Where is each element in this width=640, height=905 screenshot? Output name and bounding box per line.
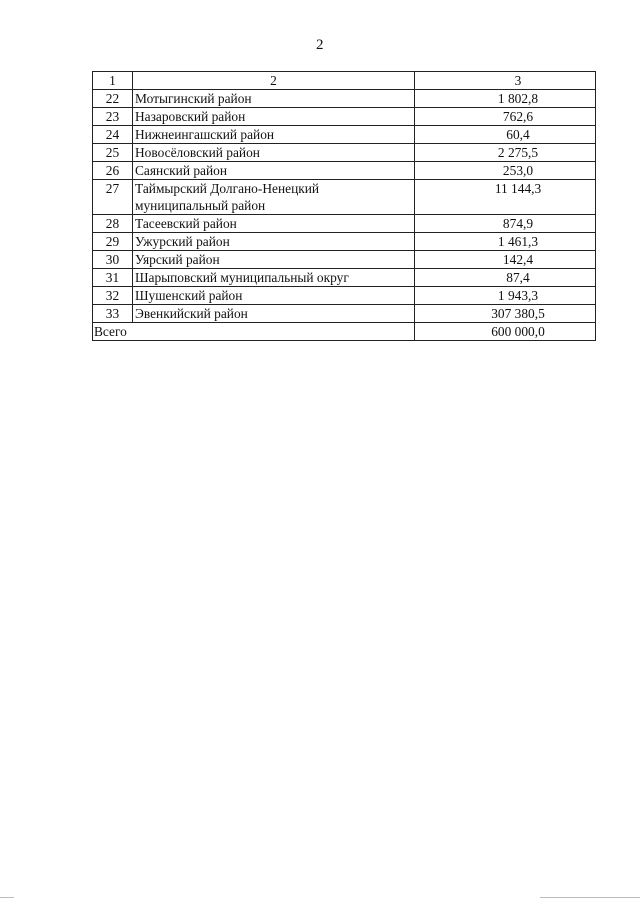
table-row <box>93 108 596 126</box>
table-row <box>93 144 596 162</box>
table-row <box>93 287 596 305</box>
district-name: Ужурский район <box>133 233 415 251</box>
row-number: 25 <box>93 144 133 162</box>
scan-edge-line-right <box>540 897 640 898</box>
amount-value: 87,4 <box>415 269 596 287</box>
table-row <box>93 305 596 323</box>
header-col-3: 3 <box>415 72 596 90</box>
district-name: Новосёловский район <box>133 144 415 162</box>
header-col-1: 1 <box>93 72 133 90</box>
amount-value: 1 461,3 <box>415 233 596 251</box>
district-name: Саянский район <box>133 162 415 180</box>
table-row <box>93 90 596 108</box>
district-name: Мотыгинский район <box>133 90 415 108</box>
row-number: 27 <box>93 180 133 215</box>
district-name: Шарыповский муниципальный округ <box>133 269 415 287</box>
district-name: Эвенкийский район <box>133 305 415 323</box>
table-row <box>93 180 596 215</box>
page-number: 2 <box>316 37 324 53</box>
scan-edge-line-left <box>0 897 14 898</box>
row-number: 33 <box>93 305 133 323</box>
district-name: Тасеевский район <box>133 215 415 233</box>
district-name: Нижнеингашский район <box>133 126 415 144</box>
amount-value: 11 144,3 <box>415 180 596 215</box>
district-name: Шушенский район <box>133 287 415 305</box>
row-number: 32 <box>93 287 133 305</box>
amount-value: 142,4 <box>415 251 596 269</box>
table-row <box>93 126 596 144</box>
amount-value: 874,9 <box>415 215 596 233</box>
table-row <box>93 215 596 233</box>
district-name: Назаровский район <box>133 108 415 126</box>
row-number: 30 <box>93 251 133 269</box>
row-number: 28 <box>93 215 133 233</box>
total-label: Всего <box>93 323 415 341</box>
table-row <box>93 269 596 287</box>
table-header-row <box>93 72 596 90</box>
row-number: 26 <box>93 162 133 180</box>
table-row <box>93 162 596 180</box>
table-total-row <box>93 323 596 341</box>
table-row <box>93 251 596 269</box>
allocation-table-wrapper <box>92 71 595 341</box>
row-number: 24 <box>93 126 133 144</box>
row-number: 22 <box>93 90 133 108</box>
allocation-table <box>92 71 596 341</box>
district-name: Уярский район <box>133 251 415 269</box>
amount-value: 1 943,3 <box>415 287 596 305</box>
total-value: 600 000,0 <box>415 323 596 341</box>
amount-value: 253,0 <box>415 162 596 180</box>
amount-value: 1 802,8 <box>415 90 596 108</box>
row-number: 29 <box>93 233 133 251</box>
district-name: Таймырский Долгано-Ненецкий муниципальный район <box>133 180 415 215</box>
amount-value: 2 275,5 <box>415 144 596 162</box>
amount-value: 60,4 <box>415 126 596 144</box>
row-number: 23 <box>93 108 133 126</box>
table-row <box>93 233 596 251</box>
amount-value: 307 380,5 <box>415 305 596 323</box>
amount-value: 762,6 <box>415 108 596 126</box>
header-col-2: 2 <box>133 72 415 90</box>
row-number: 31 <box>93 269 133 287</box>
